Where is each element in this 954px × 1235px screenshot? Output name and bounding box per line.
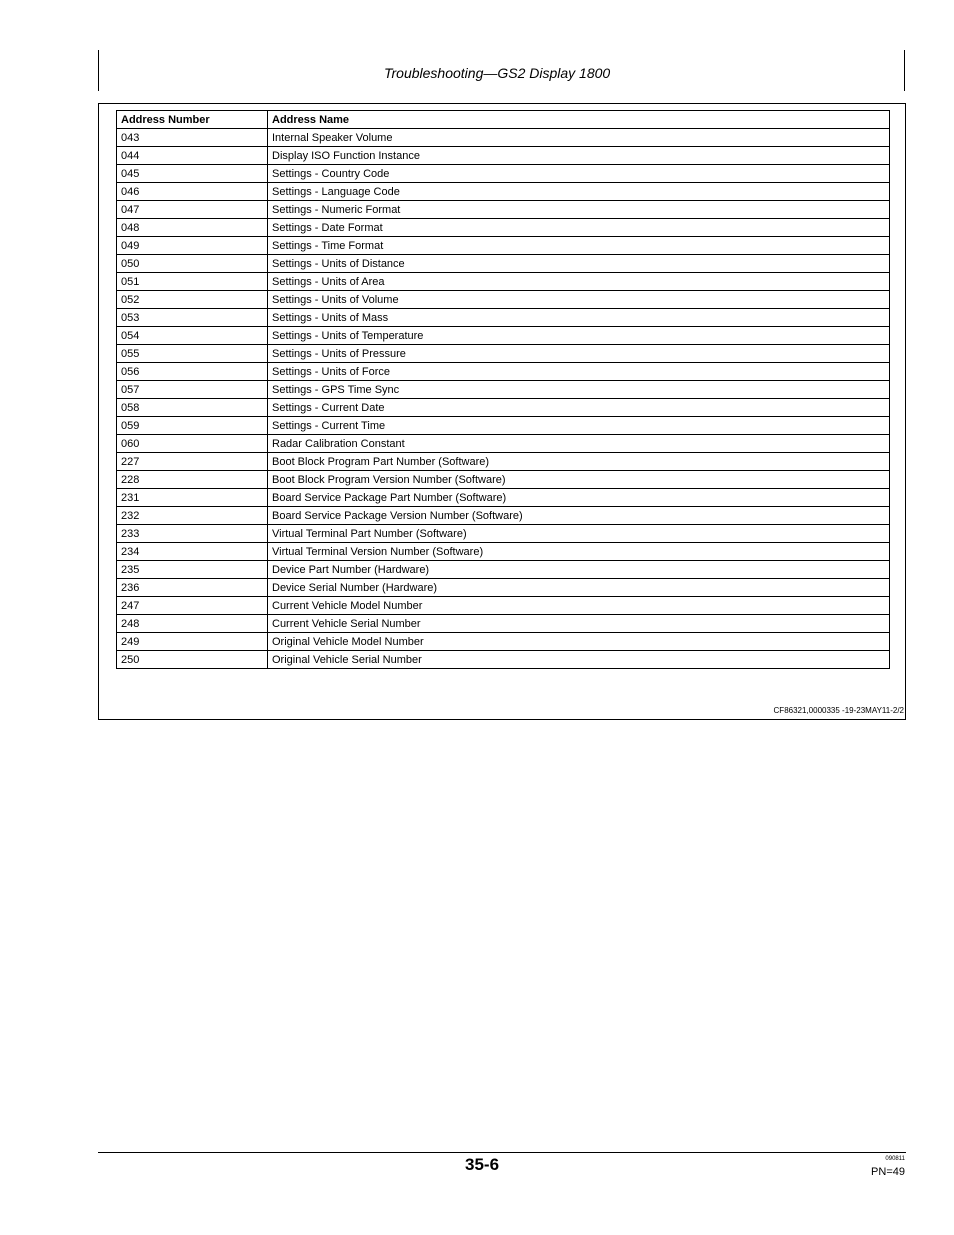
- address-name-cell: Virtual Terminal Part Number (Software): [268, 525, 890, 543]
- address-name-cell: Settings - Current Date: [268, 399, 890, 417]
- table-row: [117, 309, 890, 327]
- table-row: [117, 255, 890, 273]
- table-row: [117, 201, 890, 219]
- table-row: [117, 543, 890, 561]
- address-number-cell: 236: [117, 579, 268, 597]
- address-number-cell: 047: [117, 201, 268, 219]
- table-row: [117, 453, 890, 471]
- address-name-cell: Boot Block Program Part Number (Software): [268, 453, 890, 471]
- address-number-cell: 051: [117, 273, 268, 291]
- address-number-cell: 060: [117, 435, 268, 453]
- address-number-cell: 227: [117, 453, 268, 471]
- address-number-cell: 046: [117, 183, 268, 201]
- table-row: [117, 471, 890, 489]
- table-row: [117, 561, 890, 579]
- address-number-cell: 053: [117, 309, 268, 327]
- table-row: [117, 435, 890, 453]
- address-number-cell: 247: [117, 597, 268, 615]
- page-header-title: Troubleshooting—GS2 Display 1800: [384, 65, 611, 81]
- column-header-address-name: Address Name: [268, 111, 890, 129]
- address-number-cell: 249: [117, 633, 268, 651]
- table-row: [117, 381, 890, 399]
- table-row: [117, 363, 890, 381]
- address-name-cell: Settings - Units of Temperature: [268, 327, 890, 345]
- address-name-cell: Display ISO Function Instance: [268, 147, 890, 165]
- address-number-cell: 248: [117, 615, 268, 633]
- table-header-row: [117, 111, 890, 129]
- footer-small-code: 090811: [885, 1156, 905, 1162]
- address-number-cell: 058: [117, 399, 268, 417]
- footer-rule: [98, 1152, 906, 1153]
- table-row: [117, 183, 890, 201]
- address-name-cell: Radar Calibration Constant: [268, 435, 890, 453]
- address-name-cell: Current Vehicle Model Number: [268, 597, 890, 615]
- address-number-cell: 045: [117, 165, 268, 183]
- address-number-cell: 235: [117, 561, 268, 579]
- address-name-cell: Virtual Terminal Version Number (Software): [268, 543, 890, 561]
- address-name-cell: Board Service Package Part Number (Software): [268, 489, 890, 507]
- table-row: [117, 237, 890, 255]
- address-name-cell: Settings - Language Code: [268, 183, 890, 201]
- address-number-cell: 056: [117, 363, 268, 381]
- table-row: [117, 327, 890, 345]
- table-row: [117, 633, 890, 651]
- address-name-cell: Settings - Units of Distance: [268, 255, 890, 273]
- address-name-cell: Board Service Package Version Number (Software): [268, 507, 890, 525]
- address-number-cell: 250: [117, 651, 268, 669]
- address-number-cell: 234: [117, 543, 268, 561]
- address-name-cell: Settings - Date Format: [268, 219, 890, 237]
- table-row: [117, 579, 890, 597]
- header-left-rule: [98, 50, 99, 91]
- address-name-cell: Settings - GPS Time Sync: [268, 381, 890, 399]
- address-table: [116, 110, 890, 669]
- address-name-cell: Settings - Units of Force: [268, 363, 890, 381]
- address-number-cell: 054: [117, 327, 268, 345]
- address-number-cell: 048: [117, 219, 268, 237]
- address-name-cell: Settings - Country Code: [268, 165, 890, 183]
- address-name-cell: Device Part Number (Hardware): [268, 561, 890, 579]
- address-name-cell: Internal Speaker Volume: [268, 129, 890, 147]
- address-name-cell: Settings - Time Format: [268, 237, 890, 255]
- address-number-cell: 059: [117, 417, 268, 435]
- address-name-cell: Settings - Units of Area: [268, 273, 890, 291]
- table-row: [117, 417, 890, 435]
- table-row: [117, 597, 890, 615]
- address-number-cell: 044: [117, 147, 268, 165]
- table-row: [117, 489, 890, 507]
- address-number-cell: 052: [117, 291, 268, 309]
- address-name-cell: Boot Block Program Version Number (Software): [268, 471, 890, 489]
- address-number-cell: 233: [117, 525, 268, 543]
- table-row: [117, 345, 890, 363]
- address-number-cell: 228: [117, 471, 268, 489]
- table-row: [117, 219, 890, 237]
- address-number-cell: 050: [117, 255, 268, 273]
- table-row: [117, 129, 890, 147]
- address-name-cell: Original Vehicle Serial Number: [268, 651, 890, 669]
- address-number-cell: 057: [117, 381, 268, 399]
- table-row: [117, 525, 890, 543]
- address-name-cell: Original Vehicle Model Number: [268, 633, 890, 651]
- table-row: [117, 615, 890, 633]
- table-row: [117, 507, 890, 525]
- address-number-cell: 055: [117, 345, 268, 363]
- column-header-address-number: Address Number: [117, 111, 268, 129]
- table-row: [117, 273, 890, 291]
- address-number-cell: 043: [117, 129, 268, 147]
- reference-code: CF86321,0000335 -19-23MAY11-2/2: [773, 706, 904, 715]
- address-name-cell: Settings - Numeric Format: [268, 201, 890, 219]
- address-name-cell: Settings - Current Time: [268, 417, 890, 435]
- address-name-cell: Settings - Units of Volume: [268, 291, 890, 309]
- table-row: [117, 399, 890, 417]
- page-number: 35-6: [465, 1155, 500, 1174]
- address-name-cell: Settings - Units of Mass: [268, 309, 890, 327]
- table-row: [117, 651, 890, 669]
- table-body: [117, 129, 890, 669]
- table-row: [117, 165, 890, 183]
- address-number-cell: 232: [117, 507, 268, 525]
- address-number-cell: 049: [117, 237, 268, 255]
- table-row: [117, 291, 890, 309]
- address-name-cell: Current Vehicle Serial Number: [268, 615, 890, 633]
- footer-pn: PN=49: [871, 1166, 905, 1178]
- address-name-cell: Settings - Units of Pressure: [268, 345, 890, 363]
- table-row: [117, 147, 890, 165]
- address-name-cell: Device Serial Number (Hardware): [268, 579, 890, 597]
- address-number-cell: 231: [117, 489, 268, 507]
- header-right-rule: [904, 50, 905, 91]
